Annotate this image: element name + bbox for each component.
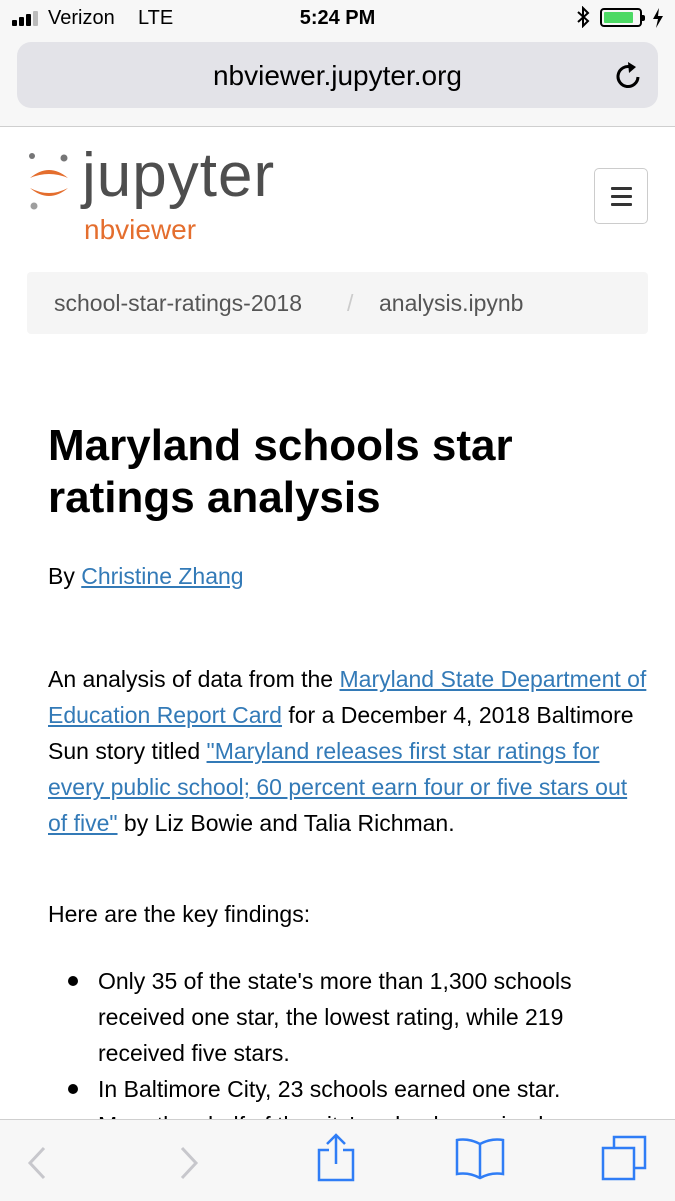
report-card-link[interactable]: Maryland State Department of Education Report Card [48,666,647,728]
back-icon[interactable] [26,1146,48,1180]
jupyter-wordmark[interactable]: jupyter [82,141,276,210]
jupyter-logo-icon[interactable] [26,152,72,214]
author-link[interactable]: Christine Zhang [81,563,244,589]
forward-icon[interactable] [178,1146,200,1180]
status-bar [0,0,675,38]
breadcrumb-separator: / [347,290,354,316]
battery-icon [600,8,642,27]
intro-text-2: for a December 4, 2018 Baltimore Sun story titled [48,702,634,764]
findings-list [48,963,648,1143]
hamburger-menu-icon[interactable] [594,168,648,224]
network-type: LTE [138,7,174,29]
list-item: Only 35 of the state's more than 1,300 schools received one star, the lowest rating, while 219 received five stars. [48,963,648,1071]
bluetooth-icon [576,6,590,28]
browser-address-area [0,38,675,127]
intro-text-1: An analysis of data from the [48,666,340,692]
reload-icon[interactable] [614,59,644,91]
tabs-icon[interactable] [600,1134,648,1182]
intro-paragraph [48,661,648,841]
breadcrumb-item-notebook[interactable]: analysis.ipynb [379,290,524,316]
breadcrumb [27,272,648,334]
byline-prefix: By [48,563,82,589]
findings-heading: Here are the key findings: [48,901,311,927]
breadcrumb-item-repo[interactable]: school-star-ratings-2018 [54,290,303,316]
browser-toolbar [0,1119,675,1201]
charging-icon [652,7,664,29]
page-title: Maryland schools star ratings analysis [48,421,513,522]
nbviewer-wordmark[interactable]: nbviewer [84,214,197,245]
byline [48,563,244,590]
bookmarks-icon[interactable] [454,1136,506,1180]
story-link[interactable]: "Maryland releases first star ratings for every public school; 60 percent earn four or five stars out of five" [48,738,628,836]
share-icon[interactable] [316,1132,356,1182]
intro-text-3: by Liz Bowie and Talia Richman. [117,810,455,836]
status-time: 5:24 PM [299,7,376,29]
list-item: In Baltimore City, 23 schools earned one star. [48,1071,648,1107]
address-bar[interactable] [17,42,658,108]
carrier-name: Verizon [48,7,115,29]
url-text[interactable]: nbviewer.jupyter.org [212,60,463,91]
